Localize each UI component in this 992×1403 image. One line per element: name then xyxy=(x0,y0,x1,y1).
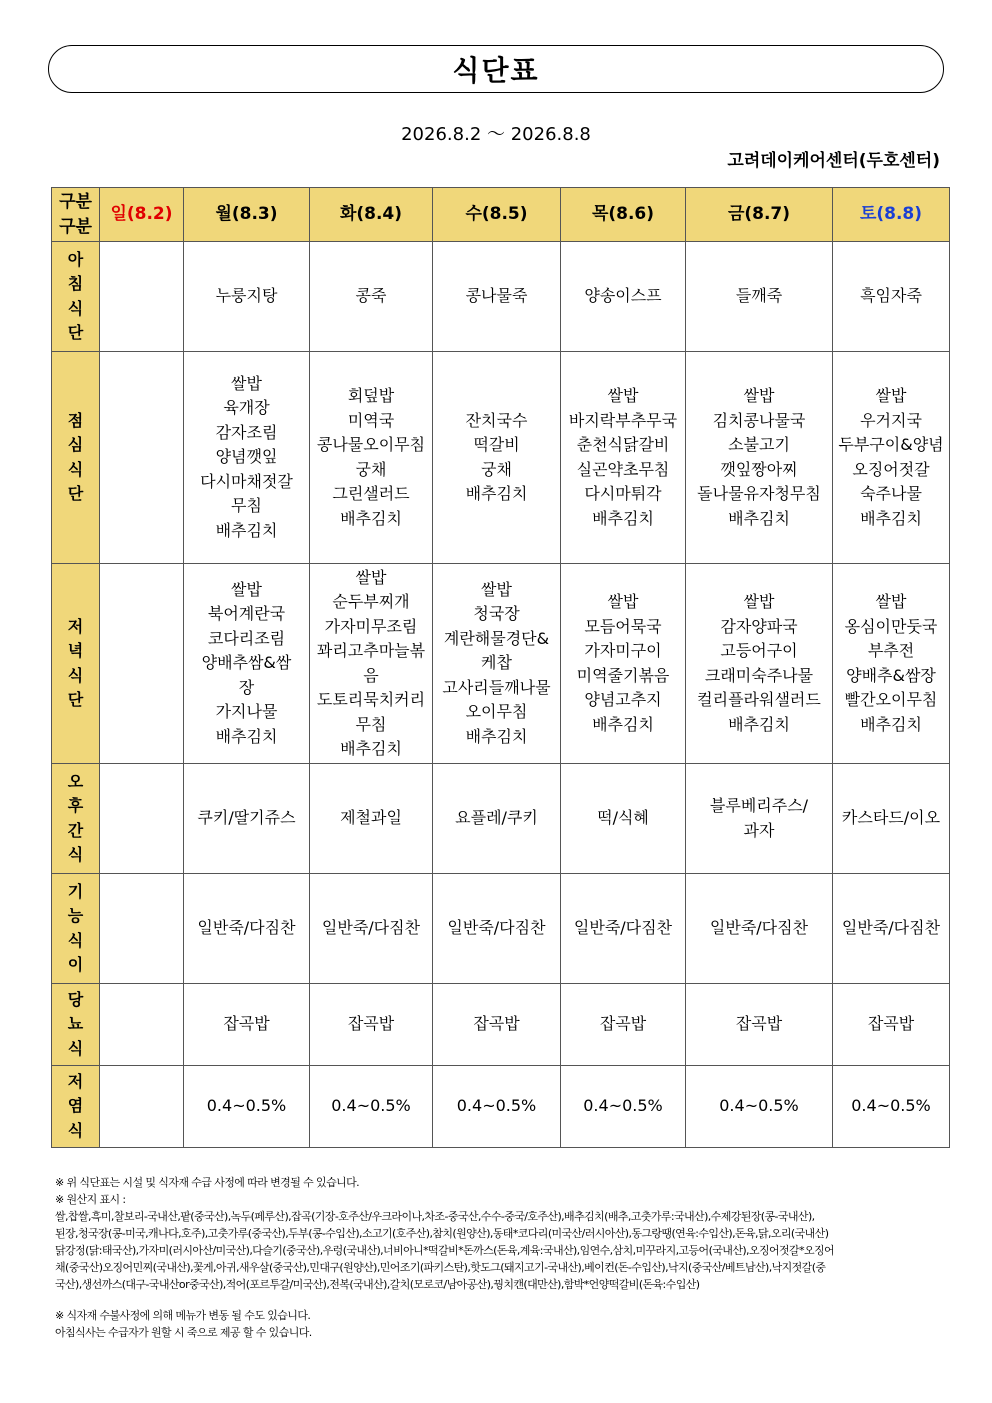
menu-item: 과자 xyxy=(743,820,775,840)
row-label-char: 식 xyxy=(67,665,84,685)
row-label xyxy=(52,764,100,874)
menu-item: 잡곡밥 xyxy=(599,1014,647,1034)
row-label xyxy=(52,352,100,564)
menu-item: 배추김치 xyxy=(215,520,278,540)
menu-item: 케찹 xyxy=(481,653,512,673)
menu-item: 순두부찌개 xyxy=(332,592,410,611)
menu-item: 크래미숙주나물 xyxy=(704,665,814,685)
meal-row xyxy=(52,764,950,874)
menu-item: 0.4~0.5% xyxy=(206,1096,287,1116)
menu-item: 일반죽/다짐찬 xyxy=(447,918,546,938)
menu-item: 소불고기 xyxy=(728,435,790,454)
menu-cell xyxy=(686,242,833,352)
menu-item: 일반죽/다짐찬 xyxy=(321,918,421,938)
menu-cell xyxy=(310,874,433,984)
menu-cell xyxy=(184,874,310,984)
menu-item: 쌀밥 xyxy=(607,592,639,611)
menu-cell xyxy=(433,352,561,564)
menu-cell xyxy=(100,1066,184,1148)
menu-item: 잡곡밥 xyxy=(223,1014,270,1034)
menu-cell xyxy=(184,242,310,352)
row-label-char: 능 xyxy=(67,906,84,925)
meal-row xyxy=(52,874,950,984)
origin-line: 된장,청국장(콩-미국,캐나다,호주),고춧가루(중국산),두부(콩-수입산),소고기(호주산),참치(원양산),동태*코다리(미국산/러시아산),동그랑땡(연육:수입산),돈육,닭,오리(국내산) xyxy=(55,1227,829,1240)
row-label xyxy=(52,564,100,764)
menu-cell xyxy=(561,242,686,352)
menu-item: 잡곡밥 xyxy=(347,1014,395,1034)
menu-cell xyxy=(686,874,833,984)
menu-item: 음 xyxy=(363,665,379,685)
menu-item: 다시마튀각 xyxy=(584,484,662,503)
menu-item: 미역국 xyxy=(347,410,395,430)
change-notice: ※ 위 식단표는 시설 및 식자재 수급 사정에 따라 변경될 수 있습니다. xyxy=(55,1176,360,1189)
menu-item: 실곤약초무침 xyxy=(576,459,670,479)
row-label-char: 단 xyxy=(67,323,84,342)
menu-cell xyxy=(100,242,184,352)
menu-cell xyxy=(310,764,433,874)
meal-row xyxy=(52,984,950,1066)
row-label-char: 아 xyxy=(67,249,84,269)
row-label-char: 당 xyxy=(67,989,84,1009)
menu-item: 0.4~0.5% xyxy=(583,1096,663,1116)
menu-item: 미역줄기볶음 xyxy=(576,665,670,685)
menu-item: 다시마채젓갈 xyxy=(200,471,293,491)
menu-cell xyxy=(561,564,686,764)
menu-item: 바지락부추무국 xyxy=(568,410,678,430)
menu-item: 양념고추지 xyxy=(584,690,662,709)
menu-item: 콩나물오이무침 xyxy=(316,435,426,454)
meal-row xyxy=(52,242,950,352)
menu-item: 회덮밥 xyxy=(347,386,395,405)
day-header: 토(8.8) xyxy=(833,188,950,242)
menu-item: 쌀밥 xyxy=(875,386,907,405)
menu-item: 가자미무조림 xyxy=(324,616,418,636)
row-label-char: 식 xyxy=(67,845,84,864)
menu-item: 블루베리주스/ xyxy=(709,796,809,815)
row-label-char: 저 xyxy=(67,616,84,636)
date-range: 2026.8.2 ～ 2026.8.8 xyxy=(401,124,591,145)
day-header: 일(8.2) xyxy=(100,188,184,242)
menu-item: 일반죽/다짐찬 xyxy=(841,918,941,938)
menu-cell xyxy=(833,242,950,352)
meal-row xyxy=(52,352,950,564)
origin-line: 국산),생선까스(대구-국내산or중국산),적어(포르투갈/미국산),전복(국내산),갈치(모로코/남아공산),꿩치캔(대만산),함박*언양떡갈비(돈육:수입산) xyxy=(55,1278,700,1291)
menu-item: 콩죽 xyxy=(355,286,387,306)
row-label-char: 이 xyxy=(67,955,84,974)
menu-item: 고등어구이 xyxy=(720,641,798,660)
menu-item: 가지나물 xyxy=(215,702,278,722)
menu-cell xyxy=(433,764,561,874)
row-label-char: 기 xyxy=(67,881,84,901)
menu-item: 김치콩나물국 xyxy=(712,410,806,430)
menu-item: 고사리들깨나물 xyxy=(442,677,551,697)
page-title: 식단표 xyxy=(452,54,540,87)
menu-item: 잔치국수 xyxy=(465,410,528,430)
row-label-char: 점 xyxy=(67,410,84,430)
menu-item: 무침 xyxy=(231,496,262,516)
menu-cell xyxy=(833,564,950,764)
row-label-char: 저 xyxy=(67,1071,84,1091)
menu-item: 콩나물죽 xyxy=(465,286,528,306)
menu-item: 꽈리고추마늘볶 xyxy=(316,641,426,660)
menu-item: 일반죽/다짐찬 xyxy=(573,918,673,938)
menu-item: 모듬어묵국 xyxy=(584,616,662,636)
menu-item: 컬리플라워샐러드 xyxy=(697,690,821,709)
menu-cell xyxy=(310,564,433,764)
menu-item: 배추김치 xyxy=(860,714,922,734)
menu-cell xyxy=(686,564,833,764)
menu-item: 양배추&쌈장 xyxy=(846,665,936,685)
menu-item: 배추김치 xyxy=(465,726,528,746)
menu-item: 들깨죽 xyxy=(735,286,783,306)
menu-cell xyxy=(686,1066,833,1148)
breakfast-notice: 아침식사는 수급자가 원할 시 죽으로 제공 할 수 있습니다. xyxy=(55,1326,312,1339)
menu-cell xyxy=(833,1066,950,1148)
menu-item: 그린샐러드 xyxy=(332,484,410,503)
menu-item: 북어계란국 xyxy=(207,604,286,624)
menu-cell xyxy=(433,242,561,352)
menu-item: 두부구이&양념 xyxy=(838,435,944,454)
menu-item: 일반죽/다짐찬 xyxy=(709,918,809,938)
row-label-char: 식 xyxy=(67,1038,84,1058)
origin-line: 쌀,찹쌀,흑미,찰보리-국내산,팥(중국산),녹두(페루산),잡곡(기장-호주산/우크라이나,차조-중국산,수수-중국/호주산),배추김치(배추,고춧가루:국내산),수제강된장(콩-국내산), xyxy=(55,1210,815,1223)
menu-cell xyxy=(310,242,433,352)
corner-label-char: 구분 xyxy=(59,216,92,237)
row-label-char: 뇨 xyxy=(67,1014,84,1034)
menu-item: 일반죽/다짐찬 xyxy=(197,918,296,938)
menu-item: 배추김치 xyxy=(728,508,790,528)
menu-item: 감자양파국 xyxy=(720,616,798,636)
corner-label xyxy=(52,188,100,242)
menu-item: 흑임자죽 xyxy=(860,286,922,306)
menu-cell xyxy=(561,1066,686,1148)
row-label-char: 식 xyxy=(67,930,84,950)
menu-cell xyxy=(833,764,950,874)
menu-cell xyxy=(561,352,686,564)
menu-cell xyxy=(561,764,686,874)
menu-cell xyxy=(184,564,310,764)
menu-item: 배추김치 xyxy=(340,508,402,528)
menu-item: 오징어젓갈 xyxy=(852,459,930,479)
menu-item: 배추김치 xyxy=(465,484,528,503)
row-label-char: 오 xyxy=(67,771,84,791)
menu-item: 배추김치 xyxy=(592,508,654,528)
menu-cell xyxy=(686,352,833,564)
row-label-char: 후 xyxy=(67,796,84,815)
origin-title: ※ 원산지 표시 : xyxy=(55,1193,126,1206)
menu-cell xyxy=(100,564,184,764)
menu-item: 춘천식닭갈비 xyxy=(576,435,670,454)
menu-cell xyxy=(184,764,310,874)
menu-item: 쌀밥 xyxy=(231,373,262,393)
day-header: 화(8.4) xyxy=(310,188,433,242)
row-label xyxy=(52,874,100,984)
menu-item: 떡갈비 xyxy=(473,435,520,454)
row-label-char: 심 xyxy=(67,435,84,454)
menu-item: 오이무침 xyxy=(465,702,528,722)
menu-item: 숙주나물 xyxy=(860,484,922,503)
menu-cell xyxy=(686,764,833,874)
menu-item: 잡곡밥 xyxy=(473,1014,520,1034)
menu-cell xyxy=(310,984,433,1066)
row-label-char: 단 xyxy=(67,484,84,503)
menu-cell xyxy=(433,984,561,1066)
menu-item: 쌀밥 xyxy=(231,579,262,599)
row-label xyxy=(52,984,100,1066)
title-banner xyxy=(48,45,944,93)
menu-cell xyxy=(833,352,950,564)
meal-row xyxy=(52,564,950,764)
origin-line: 채(중국산)오징어민찌(국내산),꽃게,아귀,새우살(중국산),민대구(원양산),민어조기(파키스탄),핫도그(돼지고기-국내산),베이컨(돈-수입산),낙지(중국산/베트남산),낙지젓갈(중 xyxy=(55,1261,826,1274)
corner-label-char: 구분 xyxy=(59,192,92,212)
meal-row xyxy=(52,1066,950,1148)
menu-item: 쌀밥 xyxy=(743,592,775,611)
menu-item: 궁채 xyxy=(355,459,387,479)
menu-item: 부추전 xyxy=(867,641,915,660)
menu-cell xyxy=(310,1066,433,1148)
menu-cell xyxy=(433,564,561,764)
menu-item: 돌나물유자청무침 xyxy=(697,484,821,503)
menu-item: 청국장 xyxy=(473,604,520,624)
center-name: 고려데이케어센터(두호센터) xyxy=(727,151,940,171)
menu-item: 0.4~0.5% xyxy=(851,1096,931,1116)
row-label-char: 식 xyxy=(67,298,84,318)
menu-cell xyxy=(433,874,561,984)
menu-cell xyxy=(686,984,833,1066)
row-label-char: 식 xyxy=(67,459,84,479)
menu-item: 궁채 xyxy=(481,459,512,479)
row-label-char: 간 xyxy=(67,820,84,840)
day-header: 월(8.3) xyxy=(184,188,310,242)
menu-cell xyxy=(833,984,950,1066)
menu-item: 우거지국 xyxy=(860,410,922,430)
menu-item: 장 xyxy=(238,677,255,697)
menu-cell xyxy=(561,874,686,984)
day-header: 금(8.7) xyxy=(686,188,833,242)
notes-section xyxy=(55,1174,945,1341)
row-label-char: 염 xyxy=(67,1096,84,1116)
menu-item: 배추김치 xyxy=(340,739,402,758)
menu-table xyxy=(51,187,950,1148)
supply-notice: ※ 식자재 수불사정에 의해 메뉴가 변동 될 수도 있습니다. xyxy=(55,1309,311,1322)
menu-item: 쌀밥 xyxy=(607,386,639,405)
menu-item: 누룽지탕 xyxy=(215,286,278,306)
header-row xyxy=(52,188,950,242)
day-header: 목(8.6) xyxy=(561,188,686,242)
menu-item: 감자조림 xyxy=(215,422,278,442)
menu-item: 옹심이만둣국 xyxy=(844,616,938,636)
menu-cell xyxy=(184,984,310,1066)
menu-cell xyxy=(561,984,686,1066)
menu-item: 양배추쌈&쌈 xyxy=(201,653,292,673)
menu-item: 빨간오이무침 xyxy=(844,690,938,709)
origin-line: 닭강정(닭:태국산),가자미(러시아산/미국산),다슬기(중국산),우렁(국내산),너비아니*떡갈비*돈까스(돈육,계육:국내산),임연수,삼치,미꾸라지,고등어(국내산),오징어젓갈*오징어 xyxy=(55,1244,835,1257)
menu-item: 0.4~0.5% xyxy=(456,1096,537,1116)
menu-item: 쌀밥 xyxy=(875,592,907,611)
menu-cell xyxy=(100,874,184,984)
menu-item: 0.4~0.5% xyxy=(331,1096,411,1116)
menu-cell xyxy=(100,764,184,874)
row-label xyxy=(52,1066,100,1148)
menu-item: 카스타드/이오 xyxy=(841,808,941,828)
menu-item: 요플레/쿠키 xyxy=(455,808,538,828)
menu-cell xyxy=(100,984,184,1066)
menu-item: 쌀밥 xyxy=(743,386,775,405)
menu-item: 쌀밥 xyxy=(355,567,387,587)
menu-item: 배추김치 xyxy=(728,714,790,734)
row-label-char: 녁 xyxy=(67,641,84,660)
row-label xyxy=(52,242,100,352)
menu-item: 양념깻잎 xyxy=(215,447,278,467)
menu-item: 양송이스프 xyxy=(584,286,662,306)
menu-item: 육개장 xyxy=(223,398,270,418)
menu-item: 제철과일 xyxy=(340,808,402,828)
menu-item: 배추김치 xyxy=(860,508,922,528)
menu-cell xyxy=(310,352,433,564)
menu-item: 잡곡밥 xyxy=(867,1014,915,1034)
menu-cell xyxy=(184,352,310,564)
menu-cell xyxy=(433,1066,561,1148)
day-header: 수(8.5) xyxy=(433,188,561,242)
menu-item: 무침 xyxy=(355,714,387,734)
menu-item: 도토리묵치커리 xyxy=(316,690,426,709)
menu-item: 가자미구이 xyxy=(584,641,662,660)
menu-item: 0.4~0.5% xyxy=(719,1096,799,1116)
row-label-char: 단 xyxy=(67,690,84,709)
menu-item: 코다리조림 xyxy=(207,628,286,648)
menu-cell xyxy=(100,352,184,564)
menu-item: 배추김치 xyxy=(592,714,654,734)
menu-item: 떡/식혜 xyxy=(597,808,649,828)
menu-cell xyxy=(184,1066,310,1148)
menu-item: 쿠키/딸기쥬스 xyxy=(197,808,296,828)
menu-item: 깻잎짱아찌 xyxy=(720,459,798,479)
notes-spacer xyxy=(55,1293,945,1307)
menu-item: 배추김치 xyxy=(215,726,278,746)
menu-item: 계란해물경단& xyxy=(443,628,550,648)
row-label-char: 침 xyxy=(67,274,84,293)
menu-cell xyxy=(833,874,950,984)
row-label-char: 식 xyxy=(67,1120,84,1140)
menu-item: 잡곡밥 xyxy=(735,1014,783,1034)
menu-item: 쌀밥 xyxy=(481,579,512,599)
